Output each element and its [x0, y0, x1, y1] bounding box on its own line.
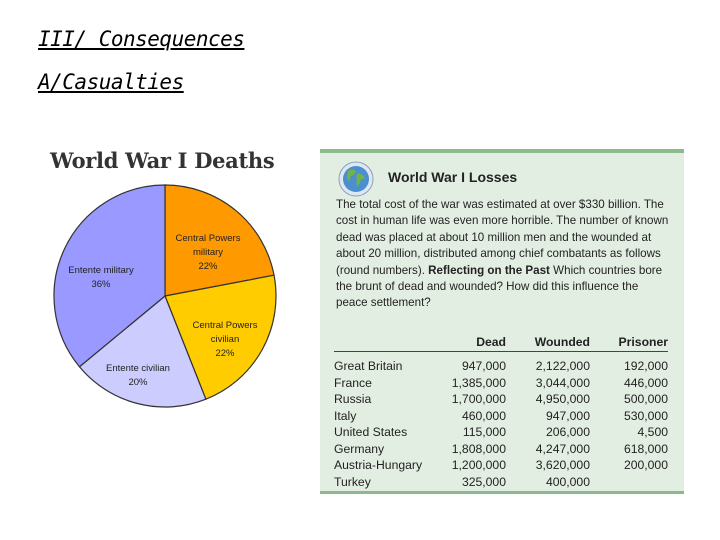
column-header-dead: Dead — [434, 335, 506, 352]
value-cell: 446,000 — [623, 375, 668, 390]
value-cell: 206,000 — [545, 425, 590, 439]
value-cell: 1,200,000 — [451, 458, 506, 472]
value-cell: 1,385,000 — [451, 375, 506, 390]
reflect-label: Reflecting on the Past — [428, 263, 550, 277]
value-cell: 530,000 — [623, 408, 668, 423]
value-cell: 192,000 — [623, 359, 668, 373]
table-row — [334, 474, 668, 491]
value-cell — [590, 474, 668, 491]
value-cell: 200,000 — [623, 458, 668, 472]
slice-label: civilian — [210, 334, 240, 345]
table-row — [334, 457, 668, 474]
value-cell: 500,000 — [623, 392, 668, 406]
table-row — [334, 441, 668, 458]
value-cell: 3,620,000 — [535, 458, 590, 472]
slice-label: Entente military — [68, 265, 134, 276]
table-header-row — [334, 335, 668, 352]
slice-label: 22% — [215, 348, 235, 359]
country-cell: Germany — [334, 441, 385, 456]
table-row — [334, 352, 668, 375]
pie-chart-title: World War I Deaths — [50, 148, 275, 173]
section-heading: III/ Consequences — [38, 27, 245, 51]
value-cell: 400,000 — [545, 474, 590, 489]
country-cell: Austria-Hungary — [334, 458, 423, 472]
value-cell: 1,808,000 — [451, 441, 506, 456]
slice-label: 36% — [91, 279, 111, 290]
column-header — [334, 335, 434, 352]
slice-label: 22% — [198, 261, 218, 272]
country-cell: Great Britain — [334, 359, 403, 373]
value-cell: 618,000 — [623, 441, 668, 456]
table-row — [334, 391, 668, 408]
slice-label: 20% — [128, 377, 148, 388]
reflect-question: Which countries bore the brunt of dead and wounded? How did this influence the peace settlement? — [336, 263, 663, 310]
country-cell: Russia — [334, 392, 372, 406]
value-cell: 4,950,000 — [535, 392, 590, 406]
country-cell: United States — [334, 425, 408, 439]
value-cell: 1,700,000 — [451, 392, 506, 406]
table-row — [334, 375, 668, 392]
value-cell: 4,500 — [637, 425, 668, 439]
value-cell: 2,122,000 — [535, 359, 590, 373]
value-cell: 947,000 — [461, 359, 506, 373]
value-cell: 325,000 — [461, 474, 506, 489]
value-cell: 115,000 — [462, 425, 506, 439]
country-cell: Turkey — [334, 474, 371, 489]
subsection-heading: A/Casualties — [38, 70, 184, 94]
losses-panel — [320, 149, 684, 494]
value-cell: 460,000 — [461, 408, 506, 423]
slice-label: Entente civilian — [106, 363, 170, 374]
value-cell: 3,044,000 — [535, 375, 590, 390]
table-row — [334, 424, 668, 441]
slice-label: Central Powers — [175, 233, 241, 244]
slice-label: Central Powers — [192, 320, 258, 331]
country-cell: France — [334, 375, 372, 390]
pie-chart — [40, 180, 290, 420]
column-header-wounded: Wounded — [506, 335, 590, 352]
country-cell: Italy — [334, 408, 357, 423]
losses-table — [334, 335, 668, 490]
losses-paragraph: The total cost of the war was estimated at over $330 billion. The cost in human life was even more horrible. The number of known dead was placed at about 10 million men and the wounded at about 20 million, distributed among chief combatants as follows (round numbers). — [336, 198, 669, 277]
column-header-prisoner: Prisoner — [590, 335, 668, 352]
losses-description — [336, 197, 670, 312]
value-cell: 4,247,000 — [535, 441, 590, 456]
value-cell: 947,000 — [545, 408, 590, 423]
losses-title: World War I Losses — [388, 169, 518, 185]
slice-label: military — [192, 247, 224, 258]
table-row — [334, 408, 668, 425]
globe-icon — [338, 161, 374, 197]
